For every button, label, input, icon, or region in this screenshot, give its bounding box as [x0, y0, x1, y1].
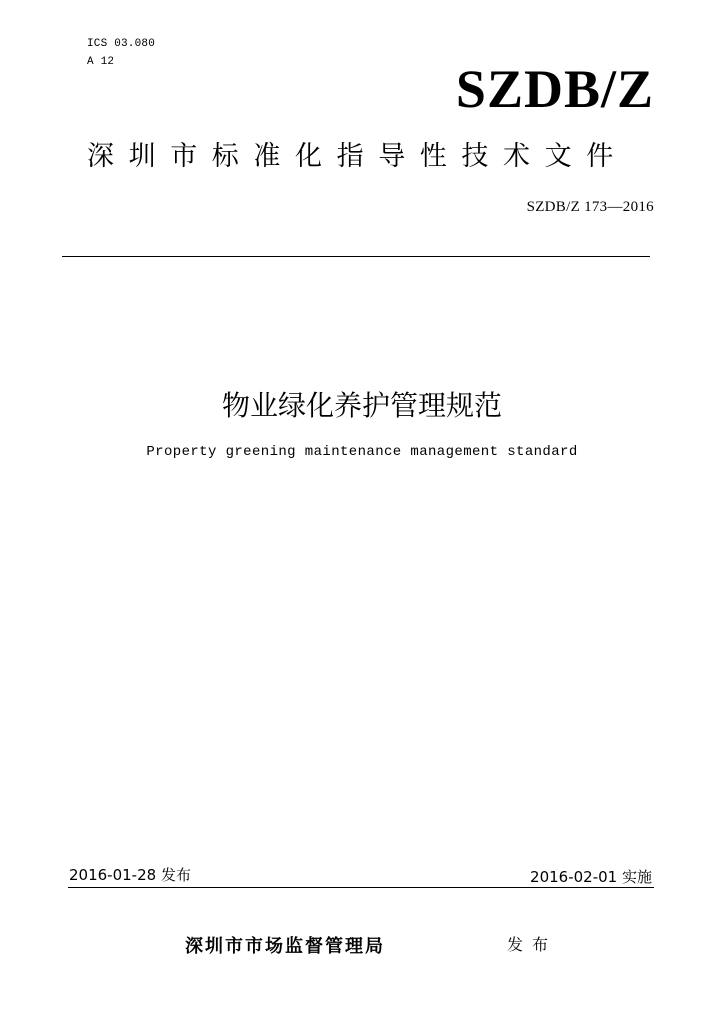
top-divider: [62, 256, 650, 257]
issuing-authority: 深圳市市场监督管理局: [185, 936, 385, 957]
document-number: SZDB/Z 173—2016: [526, 199, 654, 215]
ics-code: ICS 03.080: [87, 38, 156, 50]
title-chinese: 物业绿化养护管理规范: [221, 389, 502, 422]
bottom-divider: [68, 887, 654, 888]
document-type: 深圳市标准化指导性技术文件: [87, 141, 628, 172]
issue-date: 2016-01-28 发布: [69, 866, 191, 884]
standard-brand: SZDB/Z: [455, 59, 654, 119]
implementation-date: 2016-02-01 实施: [530, 868, 652, 886]
title-english: Property greening maintenance management standard: [146, 444, 578, 460]
publish-label: 发布: [507, 935, 558, 954]
ccs-code: A 12: [87, 56, 115, 68]
